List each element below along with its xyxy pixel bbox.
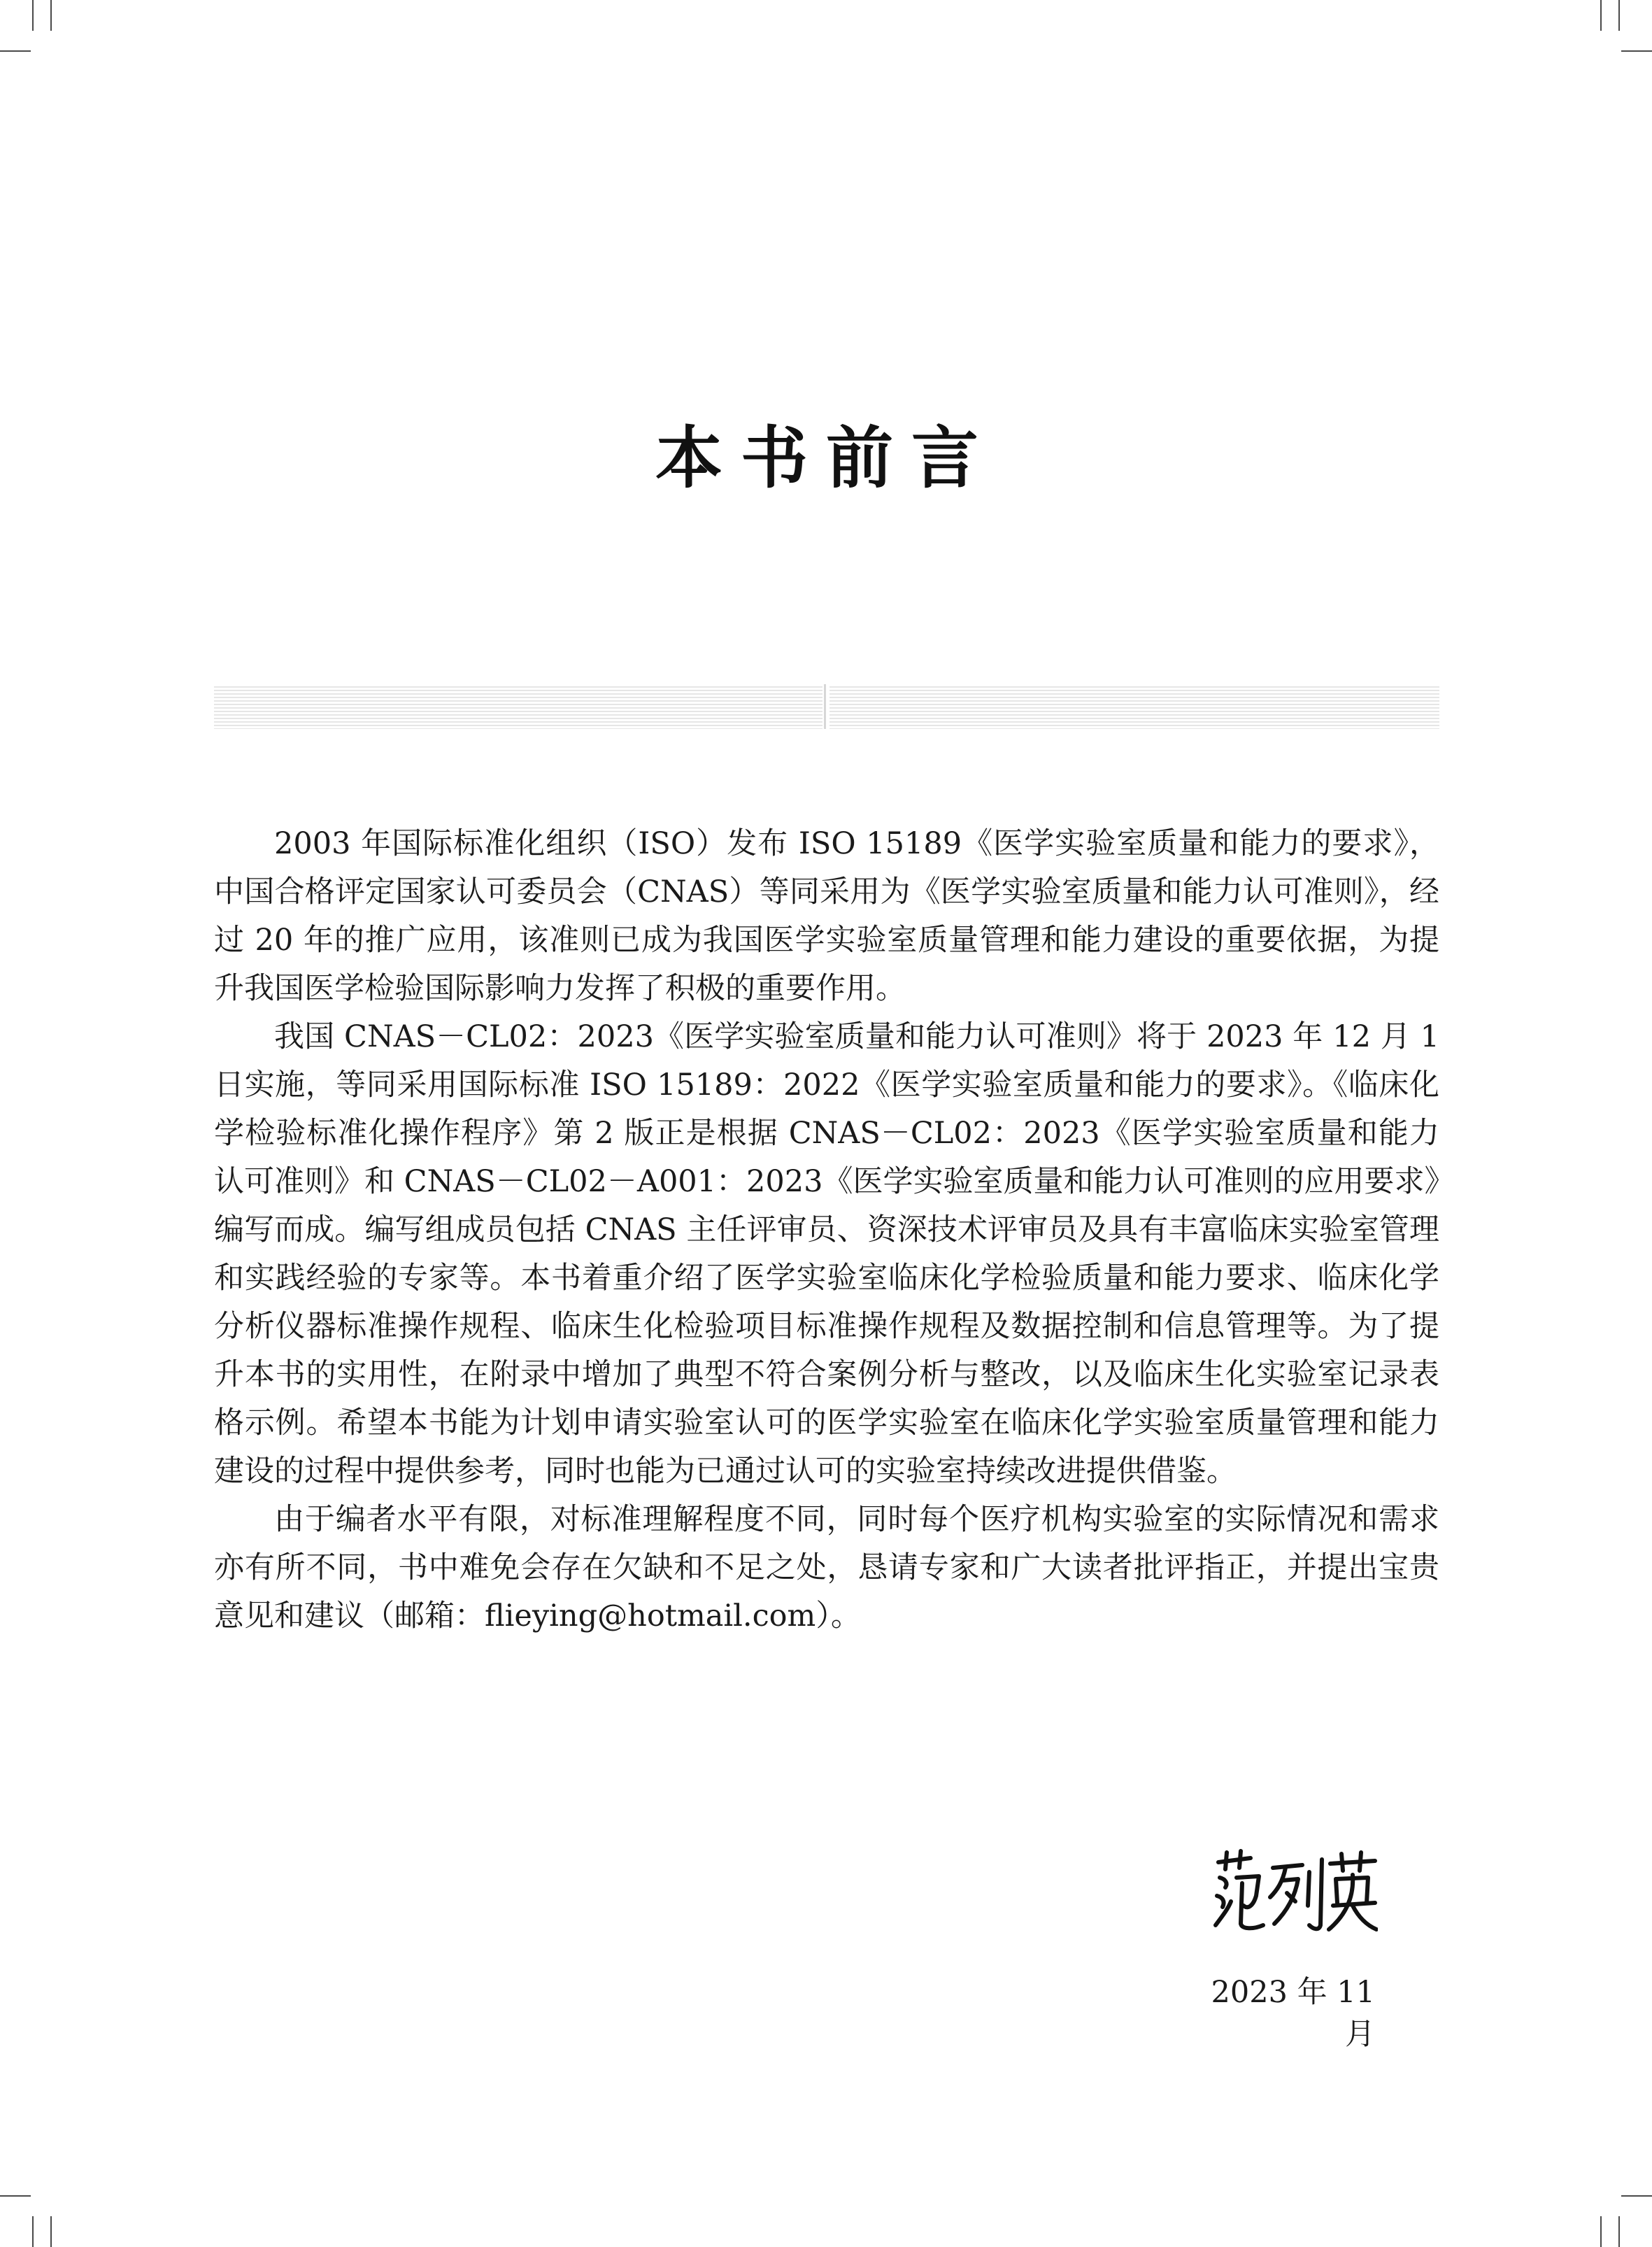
- crop-mark-bottom-left-horizontal: [0, 2195, 31, 2197]
- crop-mark-top-right-vertical: [1600, 0, 1602, 31]
- crop-mark-bottom-right-vertical-2: [1618, 2216, 1620, 2247]
- crop-mark-bottom-right-vertical: [1600, 2216, 1602, 2247]
- preface-paragraph-1: 2003 年国际标准化组织（ISO）发布 ISO 15189《医学实验室质量和能力的要求》，中国合格评定国家认可委员会（CNAS）等同采用为《医学实验室质量和能力认可准则》，经过 20 年的推广应用，该准则已成为我国医学实验室质量管理和能力建设的重要依据，为提升我国医学检验国际影响力发挥了积极的重要作用。: [214, 826, 1439, 1006]
- preface-paragraph-3: 由于编者水平有限，对标准理解程度不同，同时每个医疗机构实验室的实际情况和需求亦有所不同，书中难免会存在欠缺和不足之处，恳请专家和广大读者批评指正，并提出宝贵意见和建议（邮箱：flieying@hotmail.com）。: [214, 1502, 1439, 1633]
- preface-date: 2023 年 11 月: [1211, 1975, 1375, 2052]
- decorative-band-right: [829, 684, 1439, 729]
- crop-mark-top-left-vertical: [32, 0, 34, 31]
- crop-mark-bottom-left-vertical-2: [50, 2216, 52, 2247]
- decorative-band-divider: [824, 684, 826, 729]
- crop-mark-bottom-left-vertical: [32, 2216, 34, 2247]
- preface-body: [214, 820, 1439, 1640]
- crop-mark-top-left-horizontal: [0, 50, 31, 52]
- crop-mark-top-left-vertical-2: [50, 0, 52, 31]
- crop-mark-top-right-vertical-2: [1618, 0, 1620, 31]
- crop-mark-bottom-right-horizontal: [1621, 2195, 1652, 2197]
- crop-mark-top-right-horizontal: [1621, 50, 1652, 52]
- preface-paragraph-2: 我国 CNAS－CL02：2023《医学实验室质量和能力认可准则》将于 2023 年 12 月 1 日实施，等同采用国际标准 ISO 15189：2022《医学实验室质量和能力的要求》。《临床化学检验标准化操作程序》第 2 版正是根据 CNAS－CL02：2023《医学实验室质量和能力认可准则》和 CNAS－CL02－A001：2023《医学实验室质量和能力认可准则的应用要求》编写而成。编写组成员包括 CNAS 主任评审员、资深技术评审员及具有丰富临床实验室管理和实践经验的专家等。本书着重介绍了医学实验室临床化学检验质量和能力要求、临床化学分析仪器标准操作规程、临床生化检验项目标准操作规程及数据控制和信息管理等。为了提升本书的实用性，在附录中增加了典型不符合案例分析与整改，以及临床生化实验室记录表格示例。希望本书能为计划申请实验室认可的医学实验室在临床化学实验室质量管理和能力建设的过程中提供参考，同时也能为已通过认可的实验室持续改进提供借鉴。: [214, 1019, 1439, 1489]
- author-signature: [1210, 1847, 1378, 1938]
- page-title: 本书前言: [655, 418, 997, 497]
- decorative-band-left: [214, 684, 823, 729]
